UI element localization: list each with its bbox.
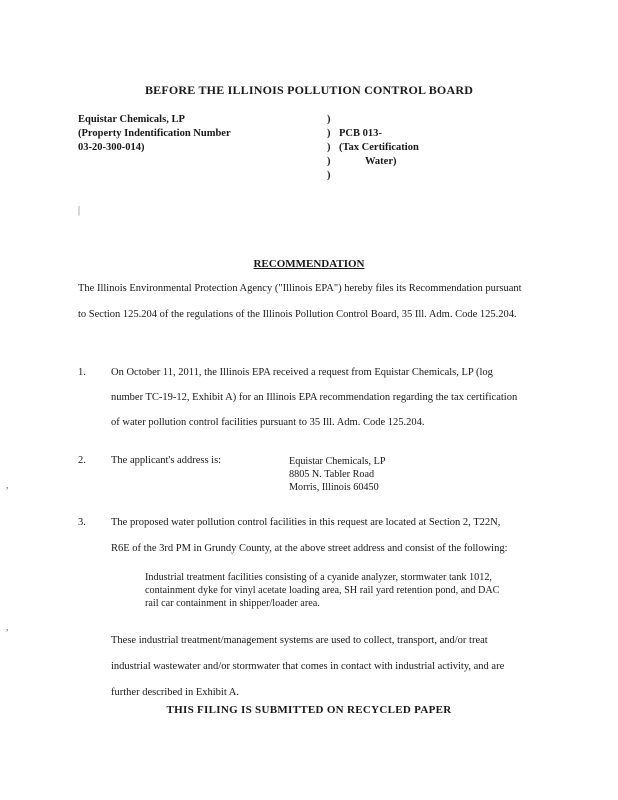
- item-3-line-1: The proposed water pollution control facilities in this request are located at Section 2, T22N,: [111, 517, 501, 528]
- caption-party-line-1: Equistar Chemicals, LP: [78, 114, 185, 125]
- caption-paren-2: ): [327, 128, 331, 139]
- caption-paren-3: ): [327, 142, 331, 153]
- item-3-number: 3.: [78, 517, 86, 528]
- caption-tax-certification: (Tax Certification: [339, 142, 419, 153]
- section-title: RECOMMENDATION: [253, 258, 365, 270]
- facilities-line-1: Industrial treatment facilities consisting of a cyanide analyzer, stormwater tank 1012,: [145, 572, 492, 583]
- address-line-1: Equistar Chemicals, LP: [289, 456, 386, 467]
- recycled-paper-footer: THIS FILING IS SUBMITTED ON RECYCLED PAPER: [166, 704, 452, 716]
- closing-line-2: industrial wastewater and/or stormwater that comes in contact with industrial activity, and are: [111, 661, 505, 672]
- facilities-line-3: rail car containment in shipper/loader area.: [145, 598, 320, 609]
- caption-party-line-2: (Property Indentification Number: [78, 128, 231, 139]
- caption-docket-number: PCB 013-: [339, 128, 382, 139]
- address-line-3: Morris, Illinois 60450: [289, 482, 379, 493]
- margin-mark: ,: [6, 480, 9, 491]
- caption-paren-5: ): [327, 170, 331, 181]
- caption-paren-1: ): [327, 114, 331, 125]
- closing-line-3: further described in Exhibit A.: [111, 687, 240, 698]
- address-line-2: 8805 N. Tabler Road: [289, 469, 375, 480]
- item-3-line-2: R6E of the 3rd PM in Grundy County, at the above street address and consist of the following:: [111, 543, 508, 554]
- caption-party-line-3: 03-20-300-014): [78, 142, 145, 153]
- stray-mark: |: [78, 205, 81, 216]
- item-1-number: 1.: [78, 367, 86, 378]
- item-1-line-2: number TC-19-12, Exhibit A) for an Illinois EPA recommendation regarding the tax certification: [111, 392, 518, 403]
- caption-paren-4: ): [327, 156, 331, 167]
- item-2-label: The applicant's address is:: [111, 455, 222, 466]
- item-1-line-3: of water pollution control facilities pursuant to 35 Ill. Adm. Code 125.204.: [111, 417, 425, 428]
- caption-water: Water): [365, 156, 397, 167]
- facilities-line-2: containment dyke for vinyl acetate loading area, SH rail yard retention pond, and DAC: [145, 585, 500, 596]
- closing-line-1: These industrial treatment/management systems are used to collect, transport, and/or treat: [111, 635, 488, 646]
- intro-line-2: to Section 125.204 of the regulations of the Illinois Pollution Control Board, 35 Ill. Adm. Code 125.204.: [78, 309, 517, 320]
- page-title: BEFORE THE ILLINOIS POLLUTION CONTROL BOARD: [144, 83, 474, 97]
- item-2-number: 2.: [78, 455, 86, 466]
- margin-mark: ,: [6, 622, 9, 633]
- item-1-line-1: On October 11, 2011, the Illinois EPA received a request from Equistar Chemicals, LP (log: [111, 367, 493, 378]
- intro-line-1: The Illinois Environmental Protection Agency ("Illinois EPA") hereby files its Recommendation pursuant: [78, 283, 522, 294]
